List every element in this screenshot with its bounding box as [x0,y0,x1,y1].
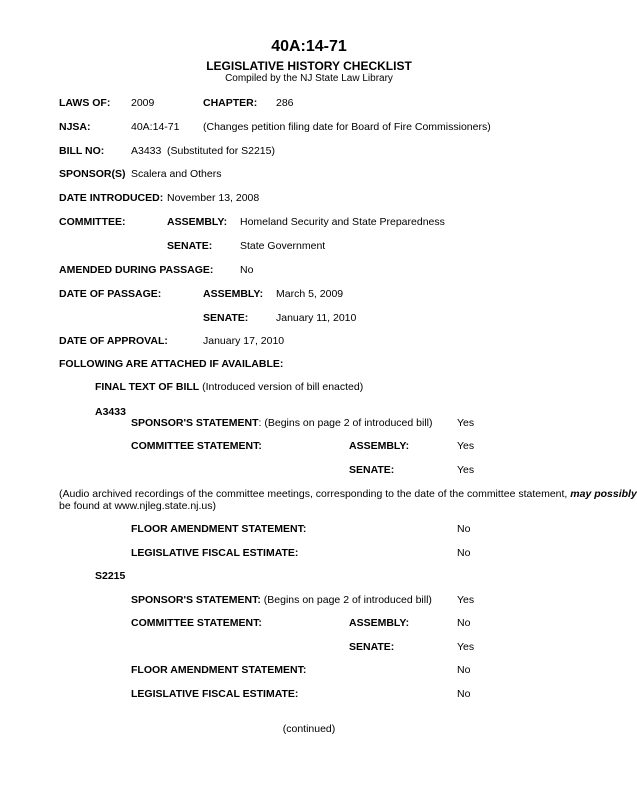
a3433-assembly-label: ASSEMBLY: [349,440,410,452]
committee-senate-label: SENATE: [167,240,213,252]
a3433-sponsor-value: Yes [457,417,475,429]
audio-note-text: (Audio archived recordings of the committee meetings, corresponding to the date of the committee statement, [59,488,571,500]
a3433-sponsor-row [131,417,433,429]
audio-note-line2: be found at www.njleg.state.nj.us) [59,500,217,512]
s2215-assembly-label: ASSEMBLY: [349,617,410,629]
laws-of-value: 2009 [131,97,155,109]
s2215-sponsor-value: Yes [457,594,475,606]
sponsors-value: Scalera and Others [131,168,222,180]
s2215-senate-label: SENATE: [349,641,395,653]
s2215-floor-label: FLOOR AMENDMENT STATEMENT: [131,664,307,676]
s2215-assembly-value: No [457,617,471,629]
njsa-label: NJSA: [59,121,91,133]
chapter-label: CHAPTER: [203,97,258,109]
a3433-committee-label: COMMITTEE STATEMENT: [131,440,262,452]
passage-senate-label: SENATE: [203,312,249,324]
laws-of-label: LAWS OF: [59,97,111,109]
s2215-sponsor-row [131,594,432,606]
a3433-floor-value: No [457,523,471,535]
attached-heading: FOLLOWING ARE ATTACHED IF AVAILABLE: [59,358,284,370]
s2215-senate-value: Yes [457,641,475,653]
committee-label: COMMITTEE: [59,216,126,228]
date-of-approval-value: January 17, 2010 [203,335,285,347]
passage-assembly-value: March 5, 2009 [276,288,344,300]
a3433-fiscal-label: LEGISLATIVE FISCAL ESTIMATE: [131,547,299,559]
s2215-sponsor-label: SPONSOR'S STATEMENT: [131,594,261,606]
a3433-fiscal-value: No [457,547,471,559]
continued-footer: (continued) [282,723,336,735]
a3433-floor-label: FLOOR AMENDMENT STATEMENT: [131,523,307,535]
passage-assembly-label: ASSEMBLY: [203,288,264,300]
bill-no-note: (Substituted for S2215) [167,145,275,157]
s2215-fiscal-value: No [457,688,471,700]
a3433-sponsor-note: : (Begins on page 2 of introduced bill) [258,417,433,429]
a3433-sponsor-label: SPONSOR'S STATEMENT [131,417,259,429]
page-title: LEGISLATIVE HISTORY CHECKLIST [206,59,412,73]
s2215-sponsor-note: (Begins on page 2 of introduced bill) [263,594,432,606]
a3433-assembly-value: Yes [457,440,475,452]
audio-note-line1 [59,488,637,500]
amended-label: AMENDED DURING PASSAGE: [59,264,214,276]
date-introduced-label: DATE INTRODUCED: [59,192,164,204]
chapter-value: 286 [276,97,294,109]
a3433-heading: A3433 [95,406,126,418]
audio-note-emphasis: may possibly [570,488,637,500]
committee-senate-value: State Government [240,240,326,252]
page-citation: 40A:14-71 [271,38,347,55]
bill-no-label: BILL NO: [59,145,105,157]
final-text-row [95,381,363,393]
njsa-note: (Changes petition filing date for Board of Fire Commissioners) [203,121,491,133]
final-text-note: (Introduced version of bill enacted) [202,381,364,393]
njsa-value: 40A:14-71 [131,121,180,133]
s2215-heading: S2215 [95,570,126,582]
sponsors-label: SPONSOR(S) [59,168,126,180]
bill-no-value: A3433 [131,145,162,157]
date-of-approval-label: DATE OF APPROVAL: [59,335,168,347]
s2215-fiscal-label: LEGISLATIVE FISCAL ESTIMATE: [131,688,299,700]
compiled-by: Compiled by the NJ State Law Library [225,73,393,84]
s2215-floor-value: No [457,664,471,676]
a3433-senate-value: Yes [457,464,475,476]
s2215-committee-label: COMMITTEE STATEMENT: [131,617,262,629]
amended-value: No [240,264,254,276]
committee-assembly-label: ASSEMBLY: [167,216,228,228]
committee-assembly-value: Homeland Security and State Preparedness [240,216,445,228]
date-introduced-value: November 13, 2008 [167,192,260,204]
passage-senate-value: January 11, 2010 [276,312,357,324]
final-text-label: FINAL TEXT OF BILL [95,381,200,393]
date-of-passage-label: DATE OF PASSAGE: [59,288,162,300]
a3433-senate-label: SENATE: [349,464,395,476]
